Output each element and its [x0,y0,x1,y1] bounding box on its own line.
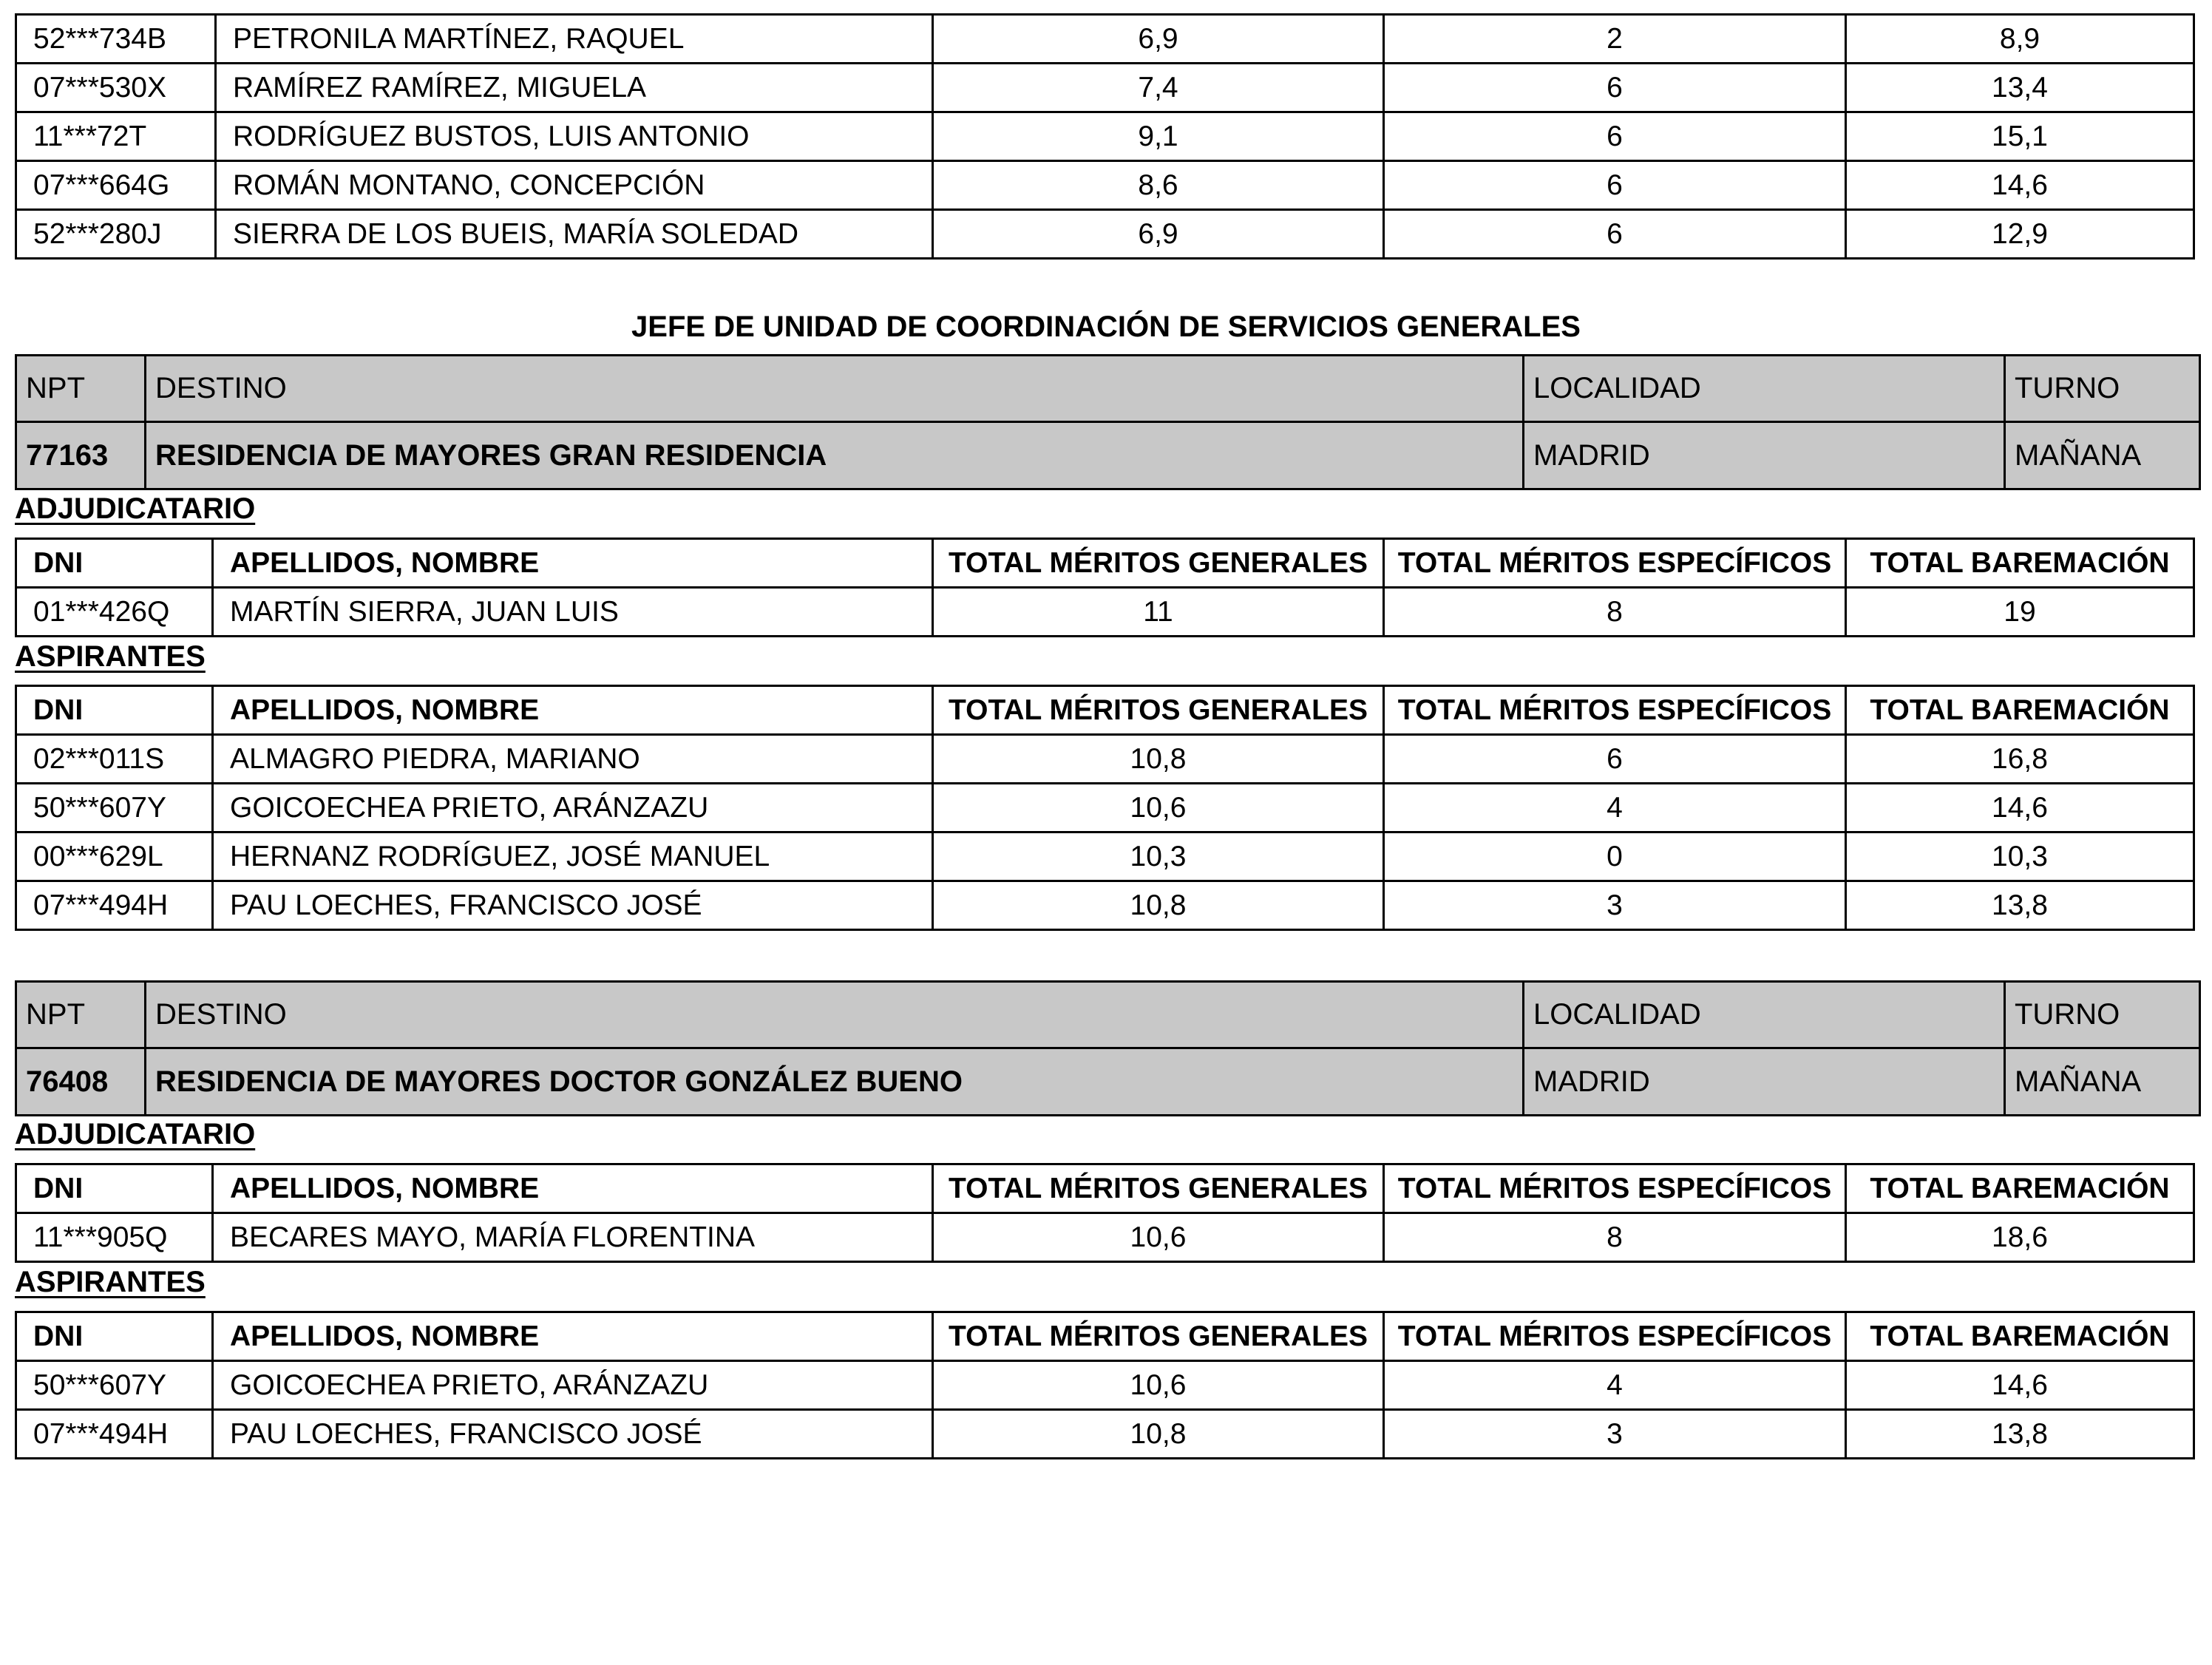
table-row [16,735,2194,784]
table-row [16,1213,2194,1262]
destino-value: RESIDENCIA DE MAYORES GRAN RESIDENCIA [146,422,1524,489]
dni-header: DNI [16,539,213,588]
total-score-cell: 15,1 [1846,112,2194,161]
name-cell: SIERRA DE LOS BUEIS, MARÍA SOLEDAD [216,210,933,259]
name-cell: HERNANZ RODRÍGUEZ, JOSÉ MANUEL [213,832,933,881]
section-title: JEFE DE UNIDAD DE COORDINACIÓN DE SERVICIOS GENERALES [631,311,1581,343]
total-score-header: TOTAL BAREMACIÓN [1846,686,2194,735]
total-score-cell: 10,3 [1846,832,2194,881]
aspirantes-table [15,1311,2195,1459]
table-row [16,832,2194,881]
dni-cell: 07***494H [16,1410,213,1459]
dni-cell: 50***607Y [16,1361,213,1410]
destino-header: DESTINO [146,356,1524,422]
specific-merits-cell: 6 [1384,735,1846,784]
post-header-row [16,356,2200,422]
table-row [16,15,2194,64]
name-header: APELLIDOS, NOMBRE [213,686,933,735]
turno-value: MAÑANA [2005,1048,2200,1116]
dni-cell: 07***494H [16,881,213,930]
name-cell: ROMÁN MONTANO, CONCEPCIÓN [216,161,933,210]
general-merits-header: TOTAL MÉRITOS GENERALES [933,1312,1384,1361]
dni-cell: 52***280J [16,210,216,259]
general-merits-cell: 10,3 [933,832,1384,881]
dni-cell: 11***905Q [16,1213,213,1262]
specific-merits-cell: 3 [1384,1410,1846,1459]
table-row [16,64,2194,112]
table-row [16,161,2194,210]
specific-merits-cell: 2 [1384,15,1846,64]
specific-merits-cell: 8 [1384,588,1846,637]
table-row [16,112,2194,161]
general-merits-cell: 10,6 [933,1213,1384,1262]
total-score-cell: 14,6 [1846,784,2194,832]
table-header-row [16,686,2194,735]
table-header-row [16,539,2194,588]
total-score-cell: 8,9 [1846,15,2194,64]
adjudicatario-label: ADJUDICATARIO [15,1118,256,1150]
dni-header: DNI [16,1312,213,1361]
npt-value: 76408 [16,1048,146,1116]
total-score-cell: 14,6 [1846,1361,2194,1410]
table-row [16,1410,2194,1459]
dni-cell: 01***426Q [16,588,213,637]
general-merits-cell: 9,1 [933,112,1384,161]
name-cell: MARTÍN SIERRA, JUAN LUIS [213,588,933,637]
aspirantes-table [15,685,2195,931]
npt-header: NPT [16,356,146,422]
table-row [16,881,2194,930]
aspirantes-label: ASPIRANTES [15,1266,206,1298]
total-score-cell: 14,6 [1846,161,2194,210]
specific-merits-cell: 6 [1384,64,1846,112]
name-header: APELLIDOS, NOMBRE [213,539,933,588]
localidad-value: MADRID [1524,422,2005,489]
turno-value: MAÑANA [2005,422,2200,489]
name-header: APELLIDOS, NOMBRE [213,1164,933,1213]
total-score-cell: 12,9 [1846,210,2194,259]
total-score-cell: 13,8 [1846,1410,2194,1459]
turno-header: TURNO [2005,982,2200,1048]
dni-cell: 07***664G [16,161,216,210]
general-merits-cell: 6,9 [933,15,1384,64]
dni-cell: 50***607Y [16,784,213,832]
specific-merits-cell: 3 [1384,881,1846,930]
specific-merits-cell: 6 [1384,161,1846,210]
general-merits-cell: 8,6 [933,161,1384,210]
npt-header: NPT [16,982,146,1048]
post-row [16,422,2200,489]
destino-value: RESIDENCIA DE MAYORES DOCTOR GONZÁLEZ BUENO [146,1048,1524,1116]
dni-cell: 02***011S [16,735,213,784]
general-merits-header: TOTAL MÉRITOS GENERALES [933,539,1384,588]
post-header-table [15,980,2201,1116]
total-score-cell: 19 [1846,588,2194,637]
total-score-cell: 18,6 [1846,1213,2194,1262]
general-merits-cell: 10,8 [933,881,1384,930]
total-score-cell: 13,8 [1846,881,2194,930]
specific-merits-header: TOTAL MÉRITOS ESPECÍFICOS [1384,686,1846,735]
general-merits-cell: 7,4 [933,64,1384,112]
table-row [16,588,2194,637]
specific-merits-cell: 6 [1384,112,1846,161]
general-merits-cell: 10,8 [933,735,1384,784]
total-score-cell: 13,4 [1846,64,2194,112]
specific-merits-header: TOTAL MÉRITOS ESPECÍFICOS [1384,539,1846,588]
localidad-header: LOCALIDAD [1524,356,2005,422]
general-merits-cell: 11 [933,588,1384,637]
name-header: APELLIDOS, NOMBRE [213,1312,933,1361]
name-cell: PETRONILA MARTÍNEZ, RAQUEL [216,15,933,64]
post-row [16,1048,2200,1116]
name-cell: GOICOECHEA PRIETO, ARÁNZAZU [213,1361,933,1410]
post-header-table [15,354,2201,490]
specific-merits-cell: 4 [1384,784,1846,832]
name-cell: RODRÍGUEZ BUSTOS, LUIS ANTONIO [216,112,933,161]
localidad-value: MADRID [1524,1048,2005,1116]
total-score-cell: 16,8 [1846,735,2194,784]
general-merits-cell: 10,8 [933,1410,1384,1459]
turno-header: TURNO [2005,356,2200,422]
general-merits-cell: 6,9 [933,210,1384,259]
table-row [16,1361,2194,1410]
specific-merits-header: TOTAL MÉRITOS ESPECÍFICOS [1384,1164,1846,1213]
total-score-header: TOTAL BAREMACIÓN [1846,539,2194,588]
adjudicatario-table [15,1163,2195,1263]
name-cell: BECARES MAYO, MARÍA FLORENTINA [213,1213,933,1262]
specific-merits-cell: 0 [1384,832,1846,881]
general-merits-cell: 10,6 [933,1361,1384,1410]
name-cell: RAMÍREZ RAMÍREZ, MIGUELA [216,64,933,112]
top-applicants-table [15,13,2195,260]
specific-merits-cell: 4 [1384,1361,1846,1410]
adjudicatario-table [15,538,2195,637]
table-row [16,784,2194,832]
total-score-header: TOTAL BAREMACIÓN [1846,1164,2194,1213]
localidad-header: LOCALIDAD [1524,982,2005,1048]
name-cell: PAU LOECHES, FRANCISCO JOSÉ [213,1410,933,1459]
dni-header: DNI [16,686,213,735]
dni-cell: 00***629L [16,832,213,881]
specific-merits-header: TOTAL MÉRITOS ESPECÍFICOS [1384,1312,1846,1361]
total-score-header: TOTAL BAREMACIÓN [1846,1312,2194,1361]
post-header-row [16,982,2200,1048]
destino-header: DESTINO [146,982,1524,1048]
dni-cell: 11***72T [16,112,216,161]
aspirantes-label: ASPIRANTES [15,640,206,673]
name-cell: PAU LOECHES, FRANCISCO JOSÉ [213,881,933,930]
adjudicatario-label: ADJUDICATARIO [15,492,256,525]
name-cell: ALMAGRO PIEDRA, MARIANO [213,735,933,784]
general-merits-header: TOTAL MÉRITOS GENERALES [933,1164,1384,1213]
general-merits-cell: 10,6 [933,784,1384,832]
table-row [16,210,2194,259]
specific-merits-cell: 6 [1384,210,1846,259]
npt-value: 77163 [16,422,146,489]
dni-header: DNI [16,1164,213,1213]
name-cell: GOICOECHEA PRIETO, ARÁNZAZU [213,784,933,832]
dni-cell: 07***530X [16,64,216,112]
dni-cell: 52***734B [16,15,216,64]
table-header-row [16,1312,2194,1361]
general-merits-header: TOTAL MÉRITOS GENERALES [933,686,1384,735]
table-header-row [16,1164,2194,1213]
specific-merits-cell: 8 [1384,1213,1846,1262]
